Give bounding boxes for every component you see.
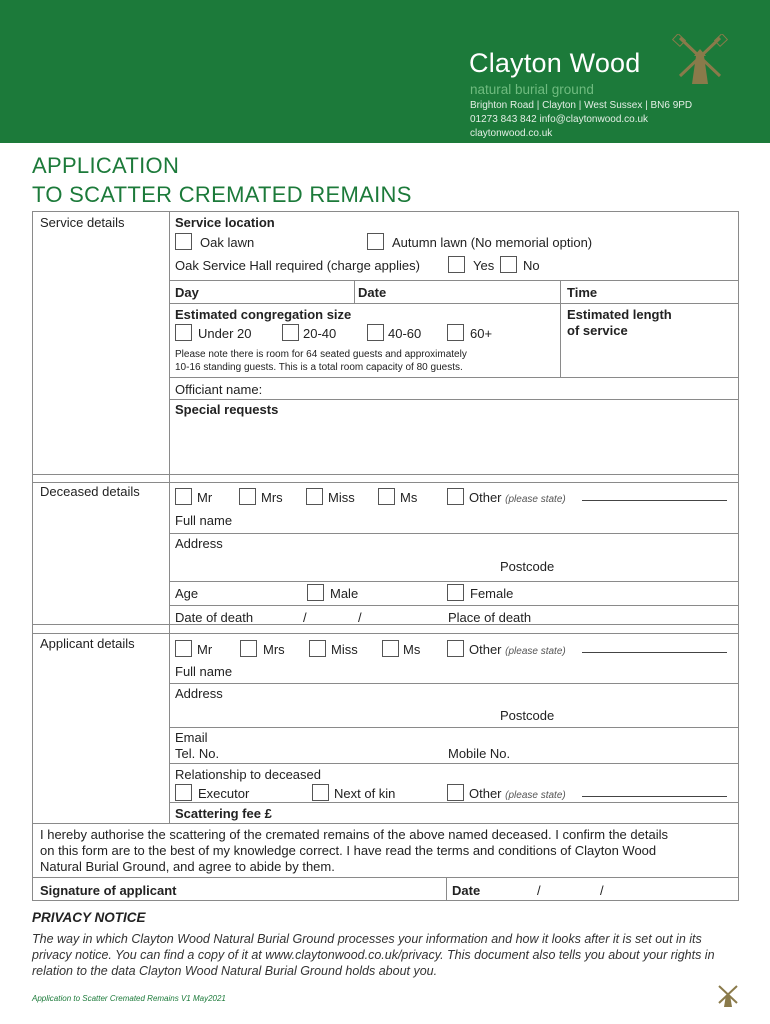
- windmill-footer-icon: [716, 984, 740, 1008]
- deceased-female-label: Female: [470, 586, 514, 601]
- header-banner: [0, 0, 770, 143]
- range-60-plus-label: 60+: [470, 326, 493, 341]
- applicant-miss-label: Miss: [331, 642, 358, 657]
- windmill-logo-icon: [672, 34, 728, 86]
- deceased-mr-checkbox[interactable]: [175, 488, 192, 505]
- brand-tagline: natural burial ground: [470, 82, 594, 97]
- relationship-label: Relationship to deceased: [175, 767, 321, 782]
- place-of-death-label: Place of death: [448, 610, 532, 625]
- deceased-ms-checkbox[interactable]: [378, 488, 395, 505]
- deceased-address-label: Address: [175, 536, 223, 551]
- deceased-miss-label: Miss: [328, 490, 355, 505]
- oak-lawn-checkbox[interactable]: [175, 233, 192, 250]
- brand-name: Clayton Wood: [469, 48, 641, 78]
- page-title-line1: APPLICATION: [32, 153, 180, 178]
- capacity-note-line1: Please note there is room for 64 seated guests and approximately: [175, 349, 467, 360]
- deceased-please-state: (please state): [505, 494, 566, 505]
- section-label-deceased: Deceased details: [40, 484, 140, 499]
- executor-checkbox[interactable]: [175, 784, 192, 801]
- applicant-tel-label: Tel. No.: [175, 746, 220, 761]
- next-of-kin-checkbox[interactable]: [312, 784, 329, 801]
- applicant-email-label: Email: [175, 730, 208, 745]
- deceased-ms-label: Ms: [400, 490, 418, 505]
- signature-label: Signature of applicant: [40, 883, 177, 898]
- section-label-service: Service details: [40, 215, 125, 230]
- relationship-other-label: [469, 786, 566, 803]
- relationship-other-checkbox[interactable]: [447, 784, 464, 801]
- range-40-60-label: 40-60: [388, 326, 422, 341]
- header-contact: 01273 843 842 info@claytonwood.co.uk: [470, 114, 649, 125]
- applicant-ms-label: Ms: [403, 642, 421, 657]
- scattering-fee-label: Scattering fee £: [175, 806, 272, 821]
- applicant-address-label: Address: [175, 686, 223, 701]
- applicant-other-checkbox[interactable]: [447, 640, 464, 657]
- relationship-other-field[interactable]: [582, 796, 727, 797]
- applicant-other-field[interactable]: [582, 652, 727, 653]
- applicant-other-label: [469, 642, 566, 659]
- deceased-female-checkbox[interactable]: [447, 584, 464, 601]
- deceased-male-label: Male: [330, 586, 359, 601]
- deceased-mr-label: Mr: [197, 490, 213, 505]
- date-label: Date: [358, 285, 387, 300]
- range-40-60-checkbox[interactable]: [367, 324, 384, 341]
- date-of-death-slash-1: /: [303, 610, 307, 625]
- autumn-lawn-label: Autumn lawn (No memorial option): [392, 235, 593, 250]
- executor-label: Executor: [198, 786, 250, 801]
- hall-no-checkbox[interactable]: [500, 256, 517, 273]
- hall-yes-label: Yes: [473, 258, 495, 273]
- footer-document-version: Application to Scatter Cremated Remains V1 May2021: [32, 994, 226, 1003]
- privacy-notice-text: The way in which Clayton Wood Natural Burial Ground processes your information and how it looks after it is set out in its privacy notice. You can find a copy of it at www.claytonwood.co.uk/privacy. This document also tells you about your rights in relation to the data Clayton Wood Natural Burial Ground holds about you.: [32, 932, 715, 978]
- deceased-age-label: Age: [175, 586, 199, 601]
- signature-date-slash-2: /: [600, 883, 604, 898]
- page-title-line2: TO SCATTER CREMATED REMAINS: [32, 182, 412, 207]
- deceased-miss-checkbox[interactable]: [306, 488, 323, 505]
- deceased-mrs-checkbox[interactable]: [239, 488, 256, 505]
- authorisation-line2: on this form are to the best of my knowledge correct. I have read the terms and conditions of Clayton Wood: [40, 843, 657, 858]
- hall-yes-checkbox[interactable]: [448, 256, 465, 273]
- deceased-other-label: [469, 490, 566, 507]
- applicant-postcode-label: Postcode: [500, 708, 555, 723]
- applicant-other-text: Other: [469, 642, 502, 657]
- applicant-full-name-label: Full name: [175, 664, 233, 679]
- authorisation-line1: I hereby authorise the scattering of the cremated remains of the above named deceased. I confirm the details: [40, 827, 668, 842]
- service-location-label: Service location: [175, 215, 275, 230]
- header-address: Brighton Road | Clayton | West Sussex | BN6 9PD: [470, 100, 693, 111]
- congregation-size-label: Estimated congregation size: [175, 307, 352, 322]
- time-label: Time: [567, 285, 598, 300]
- deceased-other-checkbox[interactable]: [447, 488, 464, 505]
- next-of-kin-label: Next of kin: [334, 786, 396, 801]
- signature-date-slash-1: /: [537, 883, 541, 898]
- service-hall-label: Oak Service Hall required (charge applies): [175, 258, 420, 273]
- deceased-mrs-label: Mrs: [261, 490, 283, 505]
- length-label-1: Estimated length: [567, 307, 672, 322]
- date-of-death-label: Date of death: [175, 610, 254, 625]
- hall-no-label: No: [523, 258, 540, 273]
- deceased-other-field[interactable]: [582, 500, 727, 501]
- relationship-please-state: (please state): [505, 790, 566, 801]
- applicant-ms-checkbox[interactable]: [382, 640, 399, 657]
- applicant-mr-label: Mr: [197, 642, 213, 657]
- under-20-label: Under 20: [198, 326, 252, 341]
- applicant-mrs-checkbox[interactable]: [240, 640, 257, 657]
- special-requests-label: Special requests: [175, 402, 279, 417]
- signature-date-label: Date: [452, 883, 481, 898]
- capacity-note-line2: 10-16 standing guests. This is a total room capacity of 80 guests.: [175, 362, 463, 373]
- range-60-plus-checkbox[interactable]: [447, 324, 464, 341]
- range-20-40-checkbox[interactable]: [282, 324, 299, 341]
- officiant-name-label: Officiant name:: [175, 382, 263, 397]
- section-label-applicant: Applicant details: [40, 636, 135, 651]
- header-website: claytonwood.co.uk: [470, 128, 553, 139]
- applicant-please-state: (please state): [505, 646, 566, 657]
- applicant-mobile-label: Mobile No.: [448, 746, 511, 761]
- applicant-mrs-label: Mrs: [263, 642, 285, 657]
- deceased-postcode-label: Postcode: [500, 559, 555, 574]
- date-of-death-slash-2: /: [358, 610, 362, 625]
- deceased-other-text: Other: [469, 490, 502, 505]
- authorisation-line3: Natural Burial Ground, and agree to abide by them.: [40, 859, 335, 874]
- applicant-miss-checkbox[interactable]: [309, 640, 326, 657]
- autumn-lawn-checkbox[interactable]: [367, 233, 384, 250]
- range-20-40-label: 20-40: [303, 326, 337, 341]
- deceased-male-checkbox[interactable]: [307, 584, 324, 601]
- day-label: Day: [175, 285, 199, 300]
- privacy-notice-title: PRIVACY NOTICE: [32, 910, 146, 925]
- length-label-2: of service: [567, 323, 628, 338]
- oak-lawn-label: Oak lawn: [200, 235, 255, 250]
- relationship-other-text: Other: [469, 786, 502, 801]
- applicant-mr-checkbox[interactable]: [175, 640, 192, 657]
- deceased-full-name-label: Full name: [175, 513, 233, 528]
- under-20-checkbox[interactable]: [175, 324, 192, 341]
